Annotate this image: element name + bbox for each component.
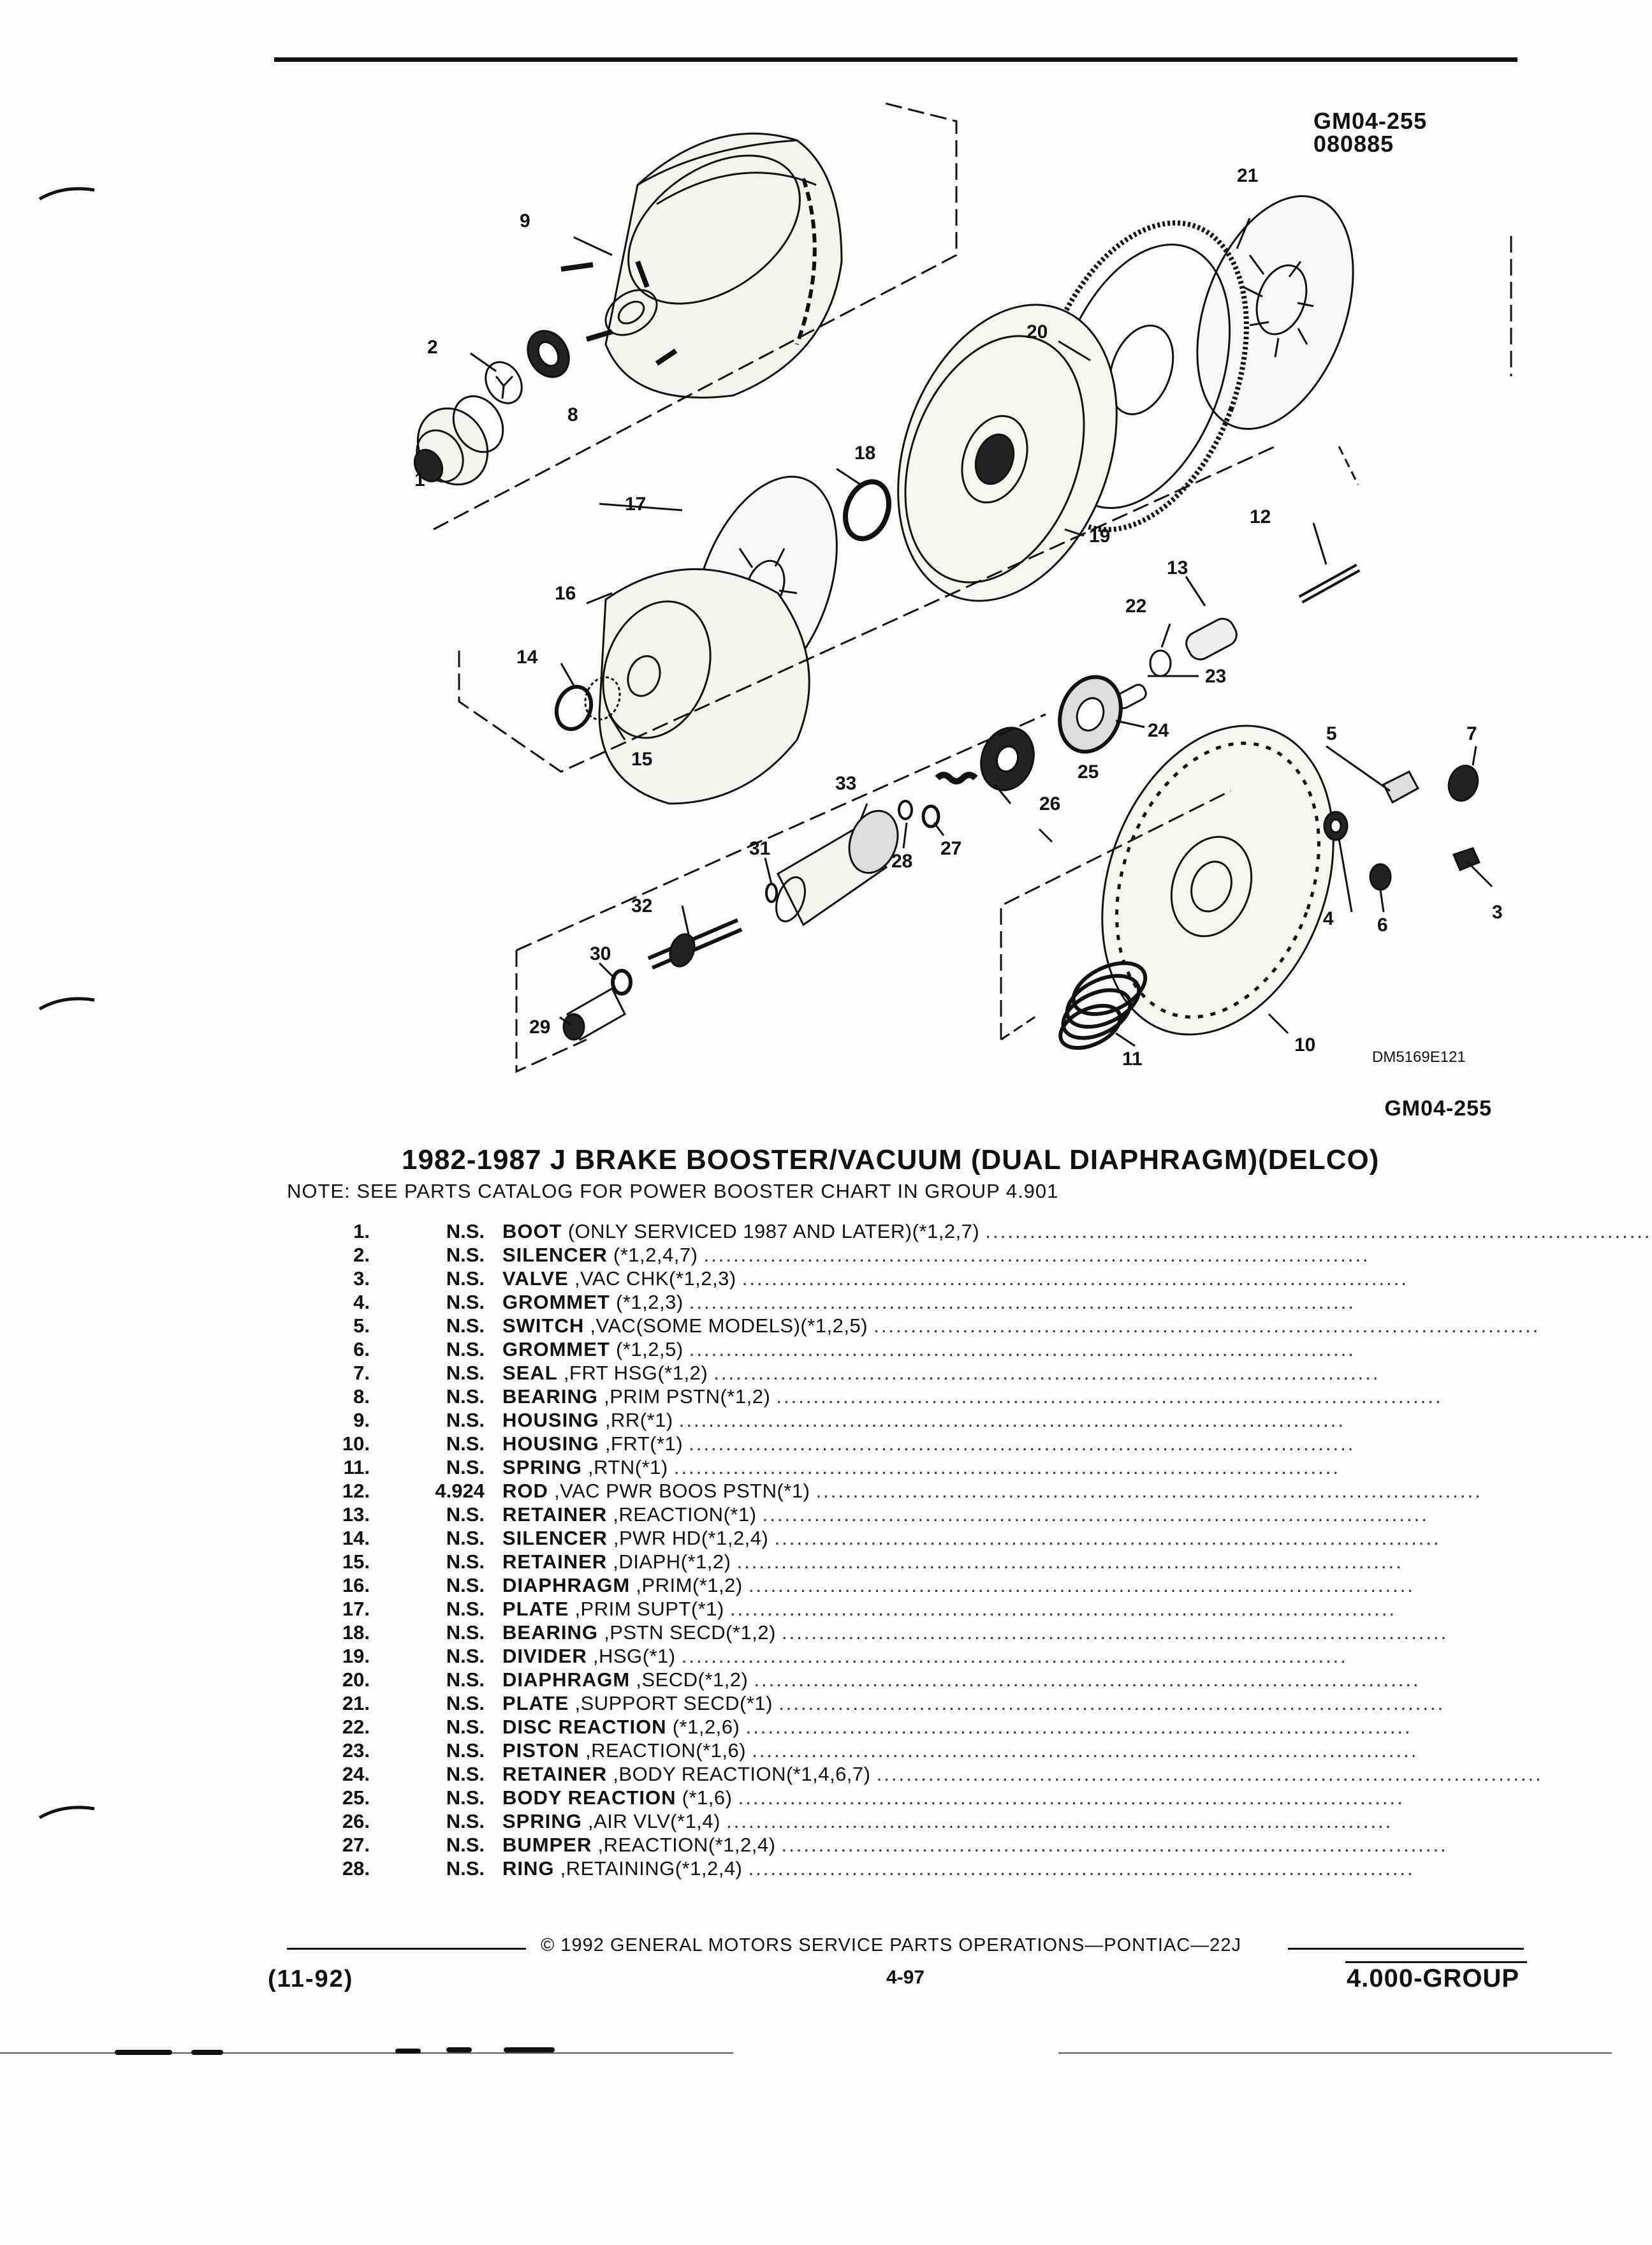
callout-9: 9 bbox=[520, 210, 530, 232]
header-date: 080885 bbox=[1313, 131, 1394, 157]
callout-2: 2 bbox=[427, 337, 438, 358]
callout-29: 29 bbox=[529, 1017, 551, 1038]
support-plate-icon bbox=[1168, 175, 1383, 450]
list-item: 16. N.S. DIAPHRAGM ,PRIM(*1,2) .......................................................................................... bbox=[342, 1574, 1415, 1596]
callout-20: 20 bbox=[1027, 321, 1048, 342]
callout-23: 23 bbox=[1205, 666, 1227, 687]
list-item: 3. N.S. VALVE ,VAC CHK(*1,2,3) .......................................................................................... bbox=[353, 1267, 1408, 1290]
list-item: 25. N.S. BODY REACTION (*1,6) .......................................................................................... bbox=[342, 1786, 1405, 1809]
exploded-diagram bbox=[357, 102, 1556, 1084]
callout-24: 24 bbox=[1148, 720, 1169, 741]
callout-14: 14 bbox=[516, 647, 538, 668]
scan-mark bbox=[504, 2047, 555, 2052]
primary-diaphragm-icon bbox=[585, 569, 809, 804]
callout-28: 28 bbox=[891, 851, 913, 872]
callout-27: 27 bbox=[940, 838, 962, 859]
list-item: 10. N.S. HOUSING ,FRT(*1) .......................................................................................... bbox=[342, 1432, 1356, 1455]
list-item: 1. N.S. BOOT (ONLY SERVICED 1987 AND LATER)(*1,2,7) .......................................................................................... bbox=[353, 1220, 1652, 1242]
callout-17: 17 bbox=[625, 494, 647, 515]
list-item: 4. N.S. GROMMET (*1,2,3) .......................................................................................... bbox=[353, 1291, 1356, 1313]
list-item: 19. N.S. DIVIDER ,HSG(*1) .......................................................................................... bbox=[342, 1645, 1348, 1667]
list-item: 7. N.S. SEAL ,FRT HSG(*1,2) .......................................................................................... bbox=[353, 1362, 1380, 1384]
list-item: 28. N.S. RING ,RETAINING(*1,2,4) .......................................................................................... bbox=[342, 1857, 1415, 1880]
callout-5: 5 bbox=[1326, 723, 1337, 744]
top-rule bbox=[274, 57, 1517, 62]
footer-rule-right bbox=[1288, 1948, 1524, 1950]
footer-rule-bottom-right bbox=[1345, 1961, 1527, 1963]
page-number: 4-97 bbox=[886, 1967, 925, 1988]
callout-32: 32 bbox=[631, 895, 653, 916]
callout-26: 26 bbox=[1039, 793, 1061, 814]
margin-mark-icon bbox=[38, 995, 96, 1014]
callout-18: 18 bbox=[854, 443, 876, 464]
copyright-line: © 1992 GENERAL MOTORS SERVICE PARTS OPERATIONS—PONTIAC—22J bbox=[541, 1935, 1241, 1955]
list-item: 26. N.S. SPRING ,AIR VLV(*1,4) .......................................................................................... bbox=[342, 1810, 1393, 1832]
header-code: GM04-255 bbox=[1313, 108, 1428, 134]
scan-mark bbox=[115, 2050, 172, 2055]
footer-date: (11-92) bbox=[268, 1966, 354, 1992]
callout-19: 19 bbox=[1089, 526, 1111, 547]
list-item: 23. N.S. PISTON ,REACTION(*1,6) .......................................................................................... bbox=[342, 1739, 1419, 1762]
parts-list bbox=[281, 1219, 1652, 1880]
callout-13: 13 bbox=[1167, 557, 1188, 578]
figure-code: GM04-255 bbox=[1384, 1096, 1492, 1121]
list-item: 24. N.S. RETAINER ,BODY REACTION(*1,4,6,7) .......................................................................................... bbox=[342, 1763, 1543, 1785]
margin-mark-icon bbox=[38, 185, 96, 204]
list-item: 15. N.S. RETAINER ,DIAPH(*1,2) .......................................................................................... bbox=[342, 1550, 1403, 1573]
callout-7: 7 bbox=[1466, 723, 1477, 744]
scan-line bbox=[0, 2052, 733, 2054]
air-valve-icon bbox=[650, 925, 740, 970]
list-item: 17. N.S. PLATE ,PRIM SUPT(*1) .......................................................................................... bbox=[342, 1598, 1397, 1620]
list-item: 27. N.S. BUMPER ,REACTION(*1,2,4) .......................................................................................... bbox=[342, 1834, 1448, 1856]
callout-31: 31 bbox=[749, 838, 771, 859]
callout-12: 12 bbox=[1250, 506, 1271, 527]
callout-16: 16 bbox=[555, 583, 576, 604]
footer-rule-left bbox=[287, 1948, 526, 1950]
callout-1: 1 bbox=[414, 469, 425, 490]
list-item: 9. N.S. HOUSING ,RR(*1) .......................................................................................... bbox=[353, 1409, 1345, 1431]
list-item: 20. N.S. DIAPHRAGM ,SECD(*1,2) .......................................................................................... bbox=[342, 1668, 1421, 1691]
list-item: 21. N.S. PLATE ,SUPPORT SECD(*1) .......................................................................................... bbox=[342, 1692, 1445, 1714]
rear-housing-icon bbox=[561, 125, 842, 397]
callout-6: 6 bbox=[1377, 915, 1388, 936]
footer-group: 4.000-GROUP bbox=[1347, 1964, 1520, 1992]
callout-15: 15 bbox=[631, 749, 653, 770]
catalog-note: NOTE: SEE PARTS CATALOG FOR POWER BOOSTER CHART IN GROUP 4.901 bbox=[287, 1180, 1059, 1202]
piston-rod-icon bbox=[1301, 568, 1358, 600]
callout-30: 30 bbox=[590, 943, 611, 964]
callout-25: 25 bbox=[1078, 762, 1099, 783]
list-item: 6. N.S. GROMMET (*1,2,5) .......................................................................................... bbox=[353, 1338, 1356, 1360]
callout-10: 10 bbox=[1294, 1034, 1316, 1056]
callout-11: 11 bbox=[1122, 1049, 1143, 1070]
housing-divider-icon bbox=[859, 274, 1156, 631]
list-item: 11. N.S. SPRING ,RTN(*1) .......................................................................................... bbox=[343, 1456, 1340, 1478]
callout-22: 22 bbox=[1125, 596, 1147, 617]
scan-mark bbox=[446, 2047, 472, 2052]
margin-mark-icon bbox=[38, 1804, 96, 1823]
drawing-id: DM5169E121 bbox=[1372, 1049, 1466, 1066]
list-item: 8. N.S. BEARING ,PRIM PSTN(*1,2) .......................................................................................... bbox=[353, 1385, 1443, 1408]
list-item: 2. N.S. SILENCER (*1,2,4,7) .......................................................................................... bbox=[353, 1244, 1370, 1266]
page-title: 1982-1987 J BRAKE BOOSTER/VACUUM (DUAL DIAPHRAGM)(DELCO) bbox=[402, 1144, 1380, 1175]
list-item: 5. N.S. SWITCH ,VAC(SOME MODELS)(*1,2,5) .......................................................................................... bbox=[353, 1314, 1540, 1337]
callout-3: 3 bbox=[1492, 902, 1503, 923]
scan-line bbox=[1058, 2052, 1612, 2054]
scan-mark bbox=[191, 2050, 223, 2055]
callout-4: 4 bbox=[1323, 908, 1334, 929]
list-item: 12. 4.924 ROD ,VAC PWR BOOS PSTN(*1) .......................................................................................... bbox=[342, 1480, 1482, 1502]
list-item: 13. N.S. RETAINER ,REACTION(*1) .......................................................................................... bbox=[342, 1503, 1429, 1526]
callout-21: 21 bbox=[1237, 165, 1259, 186]
scan-mark bbox=[395, 2049, 421, 2054]
list-item: 18. N.S. BEARING ,PSTN SECD(*1,2) .......................................................................................... bbox=[342, 1621, 1449, 1644]
list-item: 22. N.S. DISC REACTION (*1,2,6) .......................................................................................... bbox=[342, 1716, 1412, 1738]
callout-8: 8 bbox=[567, 404, 578, 425]
list-item: 14. N.S. SILENCER ,PWR HD(*1,2,4) .......................................................................................... bbox=[342, 1527, 1441, 1549]
valve-hub-icon bbox=[771, 804, 906, 925]
callout-33: 33 bbox=[835, 773, 857, 794]
